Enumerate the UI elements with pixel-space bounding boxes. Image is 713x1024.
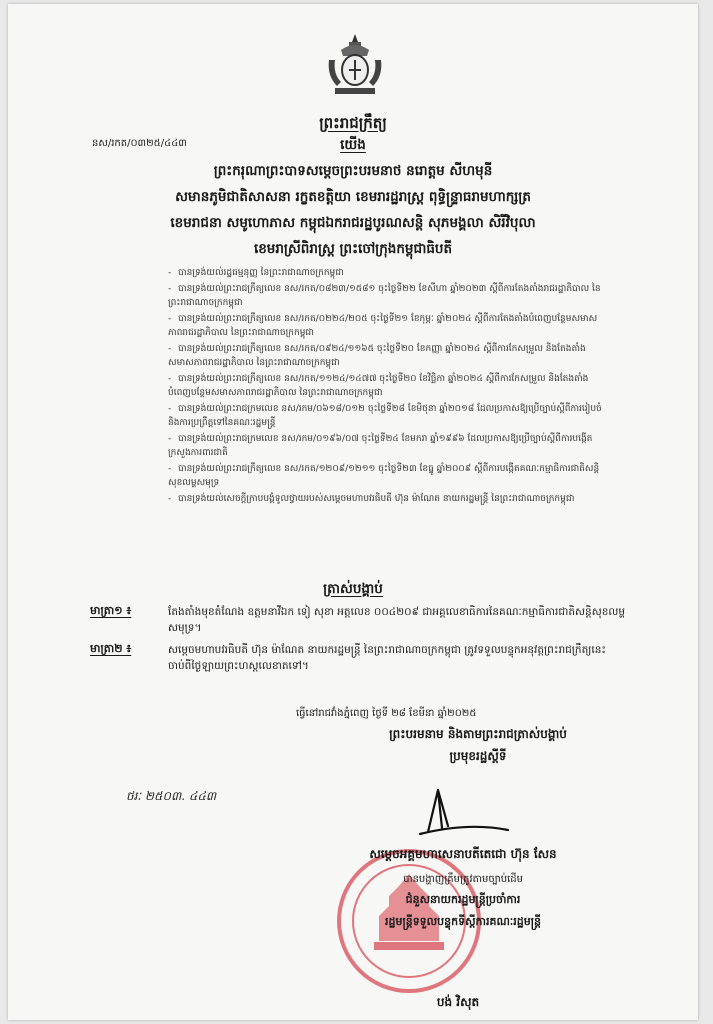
decree-heading: ត្រាស់បង្គាប់	[323, 581, 383, 597]
article-text: តែងតាំងមុខតំណែង ឧត្តមនាវីឯក ទៀ សុខា អត្តលេខ ០០៤២០៩ ជាអគ្គលេខាធិការនៃគណៈកម្មាធិការជាតិសន្តិសុខលម្ហសមុទ្រ។	[168, 606, 626, 634]
signature-mark	[408, 782, 518, 842]
visa-item: - បានទ្រង់យល់ព្រះរាជក្រមលេខ នស/រកម/០១៩៦/០៧ ចុះថ្ងៃទី២៤ ខែមករា ឆ្នាំ១៩៩៦ ដែលប្រកាសឱ្យប្រើច្បាប់ស្តីពីការបង្កើតក្រសួងការពារជាតិ	[168, 434, 593, 458]
visa-item: - បានទ្រង់យល់រដ្ឋធម្មនុញ្ញ នៃព្រះរាជាណាចក្រកម្ពុជា	[168, 268, 344, 278]
signatory-line: បានបង្ហាញគ្រឹមត្រូវតាមច្បាប់ដើម	[403, 874, 523, 885]
visa-item: - បានទ្រង់យល់ព្រះរាជក្រមលេខ នស/រកម/០៦១៨/០១២ ចុះថ្ងៃទី២៨ ខែមិថុនា ឆ្នាំ២០១៨ ដែលប្រកាសឱ្យប្រើច្បាប់ស្តីពីការរៀបចំ និងការប្រព្រឹត្តទៅនៃគណៈរដ្ឋមន្ត្រី	[168, 404, 602, 428]
article	[90, 642, 630, 674]
handwritten-reference: ថរៈ ២៥០៣. ៤៤៣	[126, 789, 217, 803]
royal-emblem-icon	[321, 30, 389, 100]
article-text: សម្តេចមហាបវរធិបតី ហ៊ុន ម៉ាណែត នាយករដ្ឋមន្ត្រី នៃព្រះរាជាណាចក្រកម្ពុជា ត្រូវទទួលបន្ទុកអនុវត្តព្រះរាជក្រឹត្យនេះ ចាប់ពីថ្ងៃឡាយព្រះហស្តលេខាតទៅ។	[168, 644, 606, 672]
visa-item: - បានទ្រង់យល់សេចក្តីក្រាបបង្គំទូលថ្វាយរបស់សម្តេចមហាបវរធិបតី ហ៊ុន ម៉ាណែត នាយករដ្ឋមន្ត្រី នៃព្រះរាជាណាចក្រកម្ពុជា	[168, 494, 575, 504]
royal-sign-line: ប្រមុខរដ្ឋស្តីទី	[449, 749, 507, 763]
decree-page	[8, 4, 698, 1020]
visa-item: - បានទ្រង់យល់ព្រះរាជក្រឹត្យលេខ នស/រកត/១២០៩/១២១១ ចុះថ្ងៃទី២៣ ខែធ្នូ ឆ្នាំ២០០៩ ស្តីពីការបង្កើតគណៈកម្មាធិការជាតិសន្តិសុខលម្ហសមុទ្រ	[168, 464, 600, 488]
date-place: ធ្វើនៅរាជវាំងភ្នំពេញ ថ្ងៃទី ២៨ ខែមីនា ឆ្នាំ២០២៥	[296, 708, 477, 719]
royal-sign-line: ព្រះបរមនាម និងតាមព្រះរាជត្រាស់បង្គាប់	[389, 727, 567, 741]
visa-item: - បានទ្រង់យល់ព្រះរាជក្រឹត្យលេខ នស/រកត/១១២៤/១៤៧៧ ចុះថ្ងៃទី២០ ខែវិច្ឆិកា ឆ្នាំ២០២៤ ស្តីពីការកែសម្រួល និងតែងតាំងបំពេញបន្ថែមសមាសភាពរាជរដ្ឋាភិបាល នៃព្រះរាជាណាចក្រកម្ពុជា	[168, 374, 589, 398]
sovereign-line: សមានភូមិជាតិសាសនា រក្ខតខត្តិយា ខេមរារដ្ឋរាស្ត្រ ពុទ្ធិន្ទ្រាធរាមហាក្សត្រ	[175, 189, 531, 205]
royal-sign-block	[278, 726, 678, 766]
articles-section	[90, 604, 630, 674]
article	[90, 604, 630, 636]
visa-item: - បានទ្រង់យល់ព្រះរាជក្រឹត្យលេខ នស/រកត/០៩២៤/១១៦៥ ចុះថ្ងៃទី២០ ខែកញ្ញា ឆ្នាំ២០២៤ ស្តីពីការកែសម្រួល និងតែងតាំងសមាសភាពរាជរដ្ឋាភិបាល នៃព្រះរាជាណាចក្រកម្ពុជា	[168, 344, 586, 368]
bottom-signatory-name: បង់ វិសុត	[436, 995, 480, 1009]
sovereign-line: ខេមរាជនា សមូហោភាស កម្ពុជឯករាជរដ្ឋបូរណសន្តិ សុភមង្គលា សិរីវិបុលា	[170, 215, 536, 231]
signatory-line: រដ្ឋមន្ត្រីទទួលបន្ទុកទីស្តីការគណៈរដ្ឋមន្ត្រី	[384, 915, 541, 928]
sovereign-line: ខេមរាស្រីពិរាស្ត្រ ព្រះចៅក្រុងកម្ពុជាធិបតី	[253, 241, 453, 257]
we-heading: យើង	[340, 137, 366, 153]
article-label: មាត្រា១ ៖	[90, 604, 132, 617]
signatory-line: ជំនួសនាយករដ្ឋមន្ត្រីប្រចាំការ	[405, 893, 521, 906]
visa-list	[168, 266, 608, 508]
document-title: ព្រះរាជក្រឹត្យ	[319, 114, 387, 132]
visa-item: - បានទ្រង់យល់ព្រះរាជក្រឹត្យលេខ នស/រកត/០៨២៣/១៥៨១ ចុះថ្ងៃទី២២ ខែសីហា ឆ្នាំ២០២៣ ស្តីពីការតែងតាំងរាជរដ្ឋាភិបាល នៃព្រះរាជាណាចក្រកម្ពុជា	[168, 284, 601, 308]
reference-number: នស/រកត/០៣២៥/៤៤៣	[92, 138, 187, 149]
article-label: មាត្រា២ ៖	[90, 642, 132, 655]
signatory-block	[298, 846, 628, 931]
visa-item: - បានទ្រង់យល់ព្រះរាជក្រឹត្យលេខ នស/រកត/០២២៤/២០៥ ចុះថ្ងៃទី២១ ខែកុម្ភៈ ឆ្នាំ២០២៤ ស្តីពីការតែងតាំងបំពេញបន្ថែមសមាសភាពរាជរដ្ឋាភិបាល នៃព្រះរាជាណាចក្រកម្ពុជា	[168, 314, 598, 338]
signatory-name: សម្តេចអគ្គមហាសេនាបតីតេជោ ហ៊ុន សែន	[369, 847, 557, 861]
sovereign-line: ព្រះករុណាព្រះបាទសម្តេចព្រះបរមនាថ នរោត្តម សីហមុនី	[213, 163, 493, 179]
